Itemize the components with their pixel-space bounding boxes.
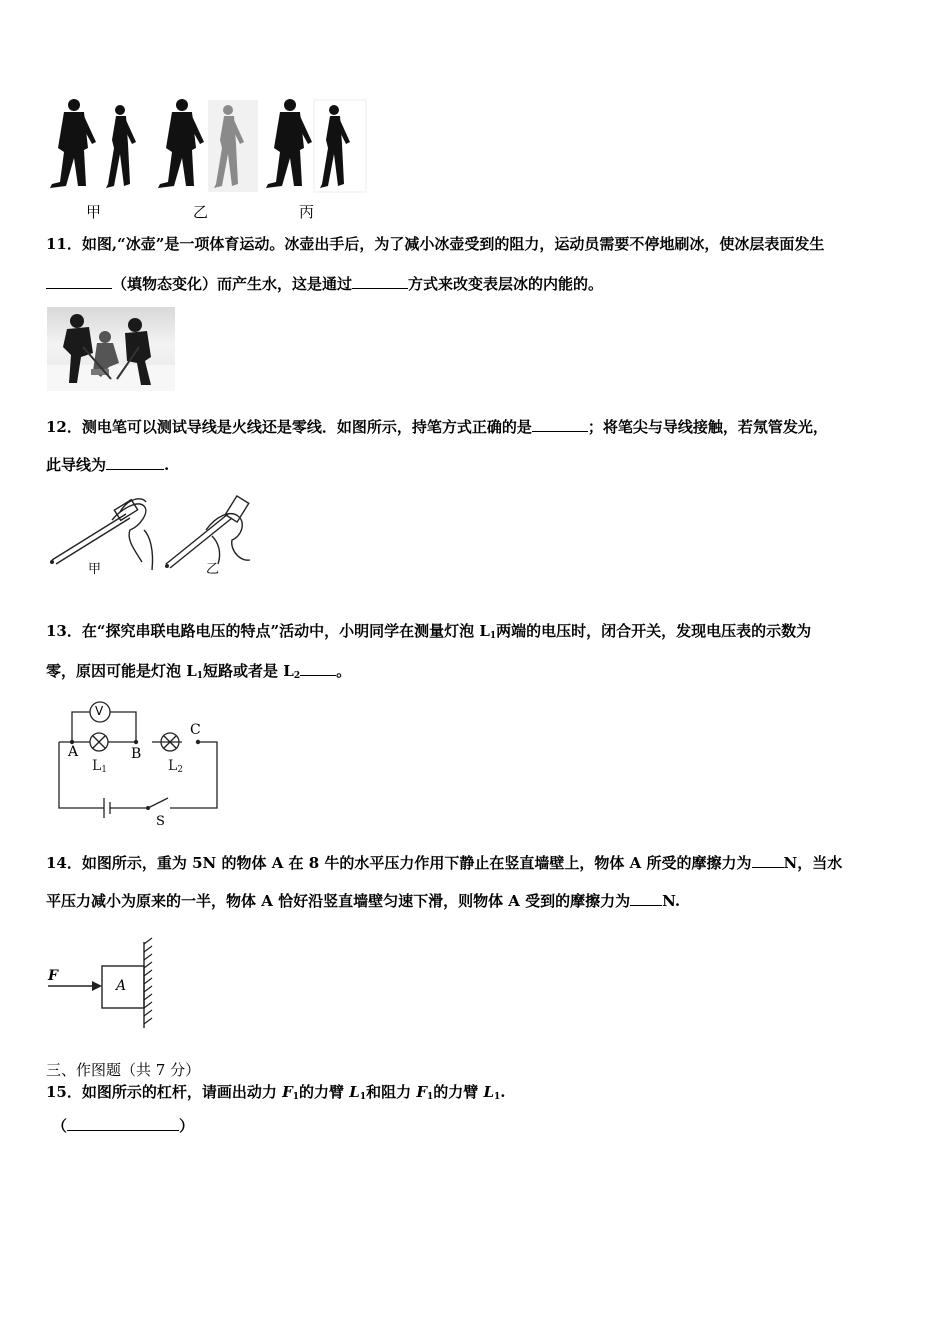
- q14-blank-2[interactable]: [630, 892, 662, 906]
- q12-text-line2a: 此导线为: [46, 456, 107, 474]
- q15-answer-blank[interactable]: [67, 1117, 179, 1131]
- q14-text-line1b: N，当水: [783, 854, 843, 872]
- question-14-line2: [46, 892, 916, 909]
- q12-number: 12．: [46, 418, 82, 436]
- q15-t2: 的力臂: [299, 1083, 350, 1101]
- q11-text-part3: 方式来改变表层冰的内能的。: [408, 275, 604, 293]
- q13-text-line2a: 零，原因可能是灯泡 L: [46, 662, 197, 680]
- q14-number: 14．: [46, 854, 82, 872]
- node-b-label: B: [131, 746, 142, 762]
- lamp2-sub: 2: [177, 765, 184, 775]
- wall-block-diagram: [46, 940, 166, 1032]
- walker-label-bing: 丙: [299, 203, 315, 221]
- walker-label-yi: 乙: [193, 203, 209, 221]
- lamp1-label: [92, 758, 107, 775]
- circuit-diagram: [56, 700, 226, 830]
- q13-text-line1a: 在“探究串联电路电压的特点”活动中，小明同学在测量灯泡 L: [81, 622, 490, 640]
- q11-number: 11．: [46, 235, 82, 253]
- q15-t5: .: [500, 1083, 506, 1101]
- q13-text-line1b: 两端的电压时，闭合开关，发现电压表的示数为: [496, 622, 812, 640]
- q14-blank-1[interactable]: [752, 854, 784, 868]
- question-13-line2: [46, 662, 916, 684]
- q15-t4: 的力臂: [433, 1083, 484, 1101]
- curling-illustration: [47, 307, 175, 391]
- q13-text-line2b: 短路或者是 L: [203, 662, 294, 680]
- question-13-line1: [46, 624, 916, 644]
- wall-block-figure: [46, 940, 166, 1032]
- question-15-answer: [52, 1117, 922, 1134]
- q13-line2-sub1: 1: [196, 671, 204, 681]
- q11-blank-2[interactable]: [352, 275, 408, 289]
- test-pen-illustration: [46, 490, 256, 582]
- q14-text-line2b: N.: [662, 892, 681, 910]
- curling-photo: [47, 307, 175, 391]
- q15-t1: 如图所示的杠杆，请画出动力: [81, 1083, 283, 1101]
- q12-text-line1a: 测电笔可以测试导线是火线还是零线．如图所示，持笔方式正确的是: [81, 418, 532, 436]
- force-label: F: [48, 968, 58, 984]
- pen-label-jia: 甲: [88, 562, 102, 577]
- q15-s2: 1: [359, 1092, 367, 1102]
- question-12-line2: [46, 456, 916, 473]
- q15-v4: L: [483, 1083, 495, 1101]
- test-pen-figure: [46, 490, 256, 582]
- q12-blank-1[interactable]: [532, 418, 588, 432]
- block-label: A: [116, 978, 127, 994]
- q15-s1: 1: [292, 1092, 300, 1102]
- node-c-label: C: [190, 722, 201, 738]
- q12-text-line1b: ；将笔尖与导线接触，若氖管发光，: [587, 418, 828, 436]
- switch-label: S: [156, 814, 165, 829]
- question-14-line1: [46, 854, 916, 871]
- q13-line1-sub: 1: [489, 631, 497, 641]
- question-11-line1: [46, 237, 916, 252]
- lamp1-sub: 1: [101, 765, 108, 775]
- q13-blank[interactable]: [300, 662, 336, 676]
- lamp1-letter: L: [92, 758, 102, 774]
- lamp2-label: [168, 758, 183, 775]
- q13-number: 13．: [46, 622, 82, 640]
- q15-s3: 1: [426, 1092, 434, 1102]
- q13-line2-sub2: 2: [293, 671, 301, 681]
- q13-text-line2c: 。: [336, 662, 352, 680]
- q12-text-line2b: .: [164, 456, 170, 474]
- q11-blank-1[interactable]: [46, 275, 112, 289]
- series-circuit-figure: [56, 700, 226, 830]
- q15-number: 15．: [46, 1083, 82, 1101]
- voltmeter-label: V: [95, 704, 104, 718]
- question-15-line1: [46, 1085, 916, 1105]
- section-3-title: 三、作图题（共 7 分）: [46, 1061, 201, 1079]
- lamp2-letter: L: [168, 758, 178, 774]
- q14-text-line2a: 平压力减小为原来的一半，物体 A 恰好沿竖直墙壁匀速下滑，则物体 A 受到的摩擦力为: [46, 892, 631, 910]
- question-12-line1: [46, 418, 916, 435]
- q15-s4: 1: [494, 1092, 501, 1102]
- q15-t3: 和阻力: [366, 1083, 417, 1101]
- pen-label-yi: 乙: [206, 562, 220, 577]
- q15-v2: L: [349, 1083, 360, 1101]
- q12-blank-2[interactable]: [106, 456, 164, 470]
- walker-label-jia: 甲: [86, 203, 102, 221]
- q15-v3: F: [416, 1083, 427, 1101]
- q11-text-part2: （填物态变化）而产生水，这是通过: [112, 275, 353, 293]
- q14-text-line1a: 如图所示，重为 5N 的物体 A 在 8 牛的水平压力作用下静止在竖直墙壁上，物体 A 所受的摩擦力为: [81, 854, 752, 872]
- q15-answer-close: ）: [179, 1117, 195, 1135]
- q11-text-line1: 如图,“冰壶”是一项体育运动。冰壶出手后，为了减小冰壶受到的阻力，运动员需要不停地刷冰，使冰层表面发生: [81, 235, 825, 253]
- node-a-label: A: [68, 744, 79, 760]
- question-11-line2: [46, 275, 916, 292]
- q15-answer-open: （: [52, 1117, 68, 1135]
- q15-v1: F: [282, 1083, 293, 1101]
